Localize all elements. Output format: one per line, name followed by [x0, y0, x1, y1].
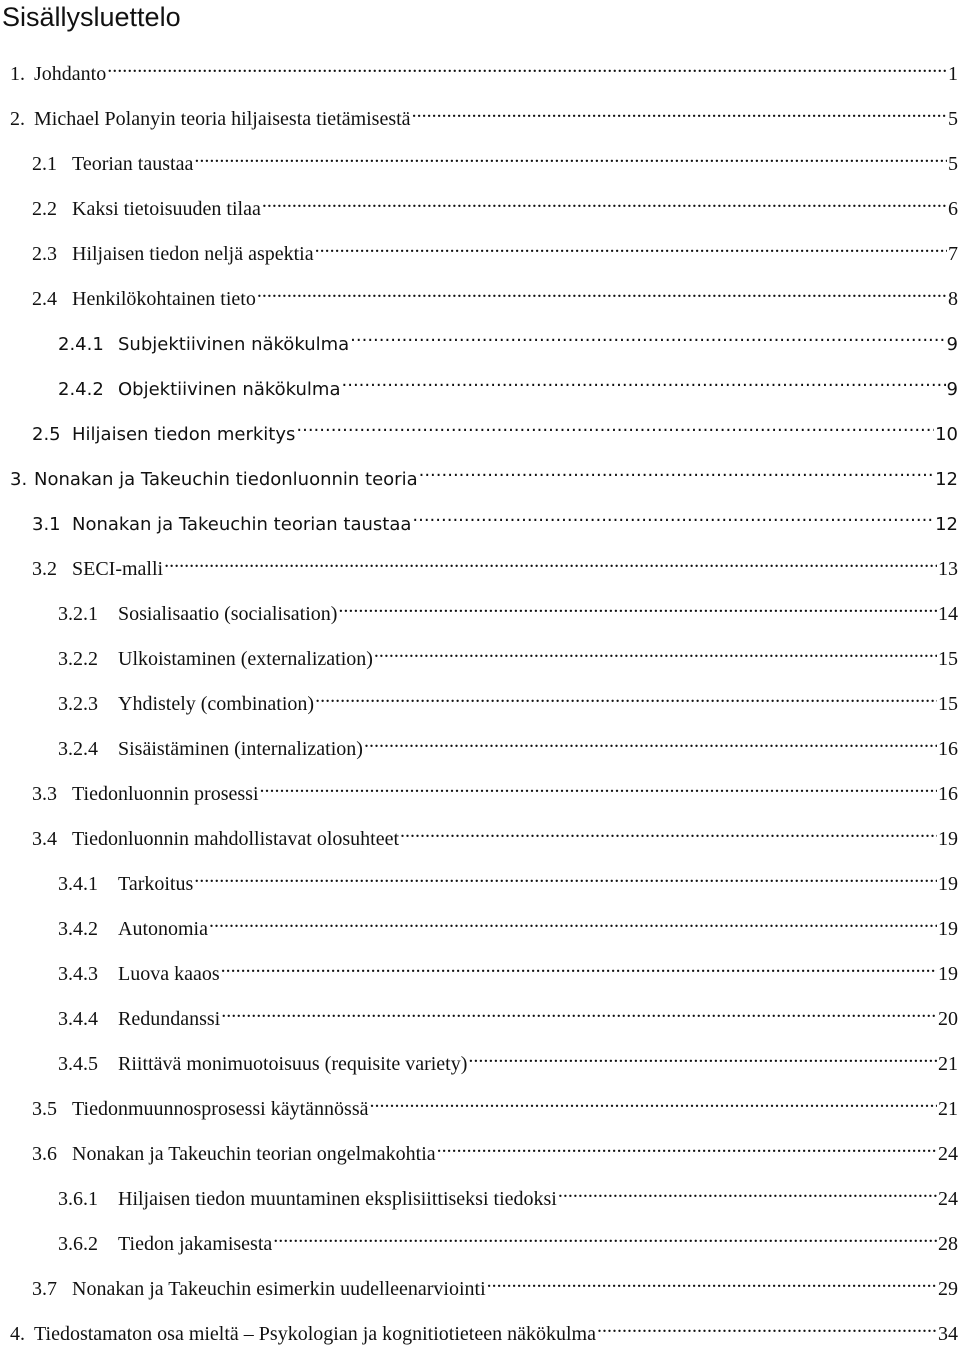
toc-entry-page: 12: [935, 514, 958, 535]
toc-entry[interactable]: [58, 1222, 958, 1255]
toc-entry-page: 1: [948, 63, 958, 85]
toc-entry-number: 3.5: [32, 1098, 57, 1120]
dot-leader: [364, 727, 937, 755]
toc-entry-page: 9: [946, 379, 958, 400]
toc-entry-number: 1.: [10, 63, 25, 85]
toc-entry[interactable]: [10, 52, 958, 85]
dot-leader: [194, 862, 937, 890]
toc-entry[interactable]: [58, 367, 958, 400]
toc-entry-page: 16: [938, 738, 958, 760]
toc-entry-title: Tiedonmuunnosprosessi käytännössä: [72, 1098, 369, 1120]
dot-leader: [107, 52, 947, 80]
toc-entry-page: 6: [948, 198, 958, 220]
dot-leader: [221, 997, 937, 1025]
dot-leader: [558, 1177, 937, 1205]
dot-leader: [369, 1087, 937, 1115]
toc-entry-number: 2.4: [32, 288, 57, 310]
toc-entry-number: 2.3: [32, 243, 57, 265]
toc-entry-title: Kaksi tietoisuuden tilaa: [72, 198, 261, 220]
toc-entry-page: 34: [938, 1323, 958, 1345]
toc-entry-title: Tiedon jakamisesta: [118, 1233, 273, 1255]
dot-leader: [412, 502, 934, 530]
toc-entry[interactable]: [32, 772, 958, 805]
toc-entry-title: Hiljaisen tiedon neljä aspektia: [72, 243, 314, 265]
page-title: Sisällysluettelo: [2, 2, 181, 32]
toc-entry-number: 3.3: [32, 783, 57, 805]
toc-entry-page: 10: [935, 424, 958, 445]
toc-entry-title: Autonomia: [118, 918, 208, 940]
toc-entry-title: Nonakan ja Takeuchin tiedonluonnin teoria: [34, 469, 418, 490]
toc-entry-number: 3.2.1: [58, 603, 98, 625]
toc-entry[interactable]: [58, 637, 958, 670]
dot-leader: [273, 1222, 937, 1250]
toc-entry-page: 15: [938, 648, 958, 670]
toc-entry-title: Hiljaisen tiedon merkitys: [72, 424, 296, 445]
toc-entry-number: 2.4.2: [58, 379, 104, 400]
toc-entry-number: 3.4.4: [58, 1008, 98, 1030]
toc-entry-page: 19: [938, 963, 958, 985]
toc-entry-page: 8: [948, 288, 958, 310]
dot-leader: [164, 547, 937, 575]
toc-entry[interactable]: [32, 1087, 958, 1120]
toc-entry-title: Yhdistely (combination): [118, 693, 315, 715]
toc-entry[interactable]: [58, 862, 958, 895]
toc-entry[interactable]: [10, 1312, 958, 1345]
toc-entry-title: Johdanto: [34, 63, 107, 85]
toc-entry-page: 13: [938, 558, 958, 580]
toc-entry[interactable]: [32, 187, 958, 220]
toc-entry-number: 3.4.5: [58, 1053, 98, 1075]
toc-entry-title: Nonakan ja Takeuchin esimerkin uudelleenarviointi: [72, 1278, 486, 1300]
toc-entry-number: 3.: [10, 469, 28, 490]
toc-entry-title: Sisäistäminen (internalization): [118, 738, 363, 760]
toc-entry-number: 4.: [10, 1323, 25, 1345]
toc-entry[interactable]: [58, 727, 958, 760]
toc-entry[interactable]: [58, 997, 958, 1030]
toc-entry-number: 3.2.2: [58, 648, 98, 670]
toc-entry[interactable]: [58, 592, 958, 625]
toc-entry-title: Teorian taustaa: [72, 153, 194, 175]
toc-entry[interactable]: [58, 952, 958, 985]
toc-entry-title: Redundanssi: [118, 1008, 221, 1030]
dot-leader: [260, 772, 937, 800]
toc-entry-page: 24: [938, 1143, 958, 1165]
toc-entry[interactable]: [58, 1042, 958, 1075]
toc-entry-title: Michael Polanyin teoria hiljaisesta tietämisestä: [34, 108, 411, 130]
toc-entry-page: 5: [948, 153, 958, 175]
toc-entry-number: 2.: [10, 108, 25, 130]
dot-leader: [597, 1312, 937, 1340]
toc-entry-number: 2.1: [32, 153, 57, 175]
toc-entry-page: 21: [938, 1053, 958, 1075]
toc-entry-number: 2.4.1: [58, 334, 104, 355]
toc-entry[interactable]: [32, 232, 958, 265]
toc-entry[interactable]: [32, 547, 958, 580]
toc-entry[interactable]: [58, 322, 958, 355]
toc-entry[interactable]: [58, 907, 958, 940]
toc-entry-number: 2.2: [32, 198, 57, 220]
toc-entry-title: Sosialisaatio (socialisation): [118, 603, 338, 625]
toc-entry-page: 9: [946, 334, 958, 355]
toc-entry-page: 28: [938, 1233, 958, 1255]
toc-entry-page: 20: [938, 1008, 958, 1030]
dot-leader: [342, 367, 946, 395]
toc-entry-page: 19: [938, 873, 958, 895]
toc-entry[interactable]: [32, 142, 958, 175]
toc-entry[interactable]: [58, 682, 958, 715]
toc-entry[interactable]: [32, 502, 958, 535]
toc-entry-page: 12: [935, 469, 958, 490]
dot-leader: [400, 817, 937, 845]
toc-entry-page: 5: [948, 108, 958, 130]
toc-entry[interactable]: [32, 1132, 958, 1165]
toc-entry[interactable]: [32, 817, 958, 850]
toc-entry-number: 3.2.4: [58, 738, 98, 760]
toc-entry-title: Nonakan ja Takeuchin teorian ongelmakohtia: [72, 1143, 436, 1165]
toc-entry-page: 15: [938, 693, 958, 715]
toc-entry-title: SECI-malli: [72, 558, 164, 580]
dot-leader: [487, 1267, 937, 1295]
toc-entry[interactable]: [32, 1267, 958, 1300]
dot-leader: [468, 1042, 937, 1070]
toc-entry[interactable]: [32, 277, 958, 310]
toc-entry-title: Tarkoitus: [118, 873, 194, 895]
dot-leader: [412, 97, 947, 125]
dot-leader: [315, 232, 947, 260]
toc-entry-title: Tiedonluonnin mahdollistavat olosuhteet: [72, 828, 400, 850]
dot-leader: [262, 187, 947, 215]
toc-entry[interactable]: [10, 457, 958, 490]
toc-entry-number: 3.6.1: [58, 1188, 98, 1210]
toc-entry-title: Hiljaisen tiedon muuntaminen eksplisiittiseksi tiedoksi: [118, 1188, 557, 1210]
toc-entry-page: 14: [938, 603, 958, 625]
toc-entry-number: 3.4: [32, 828, 57, 850]
toc-entry-title: Nonakan ja Takeuchin teorian taustaa: [72, 514, 412, 535]
dot-leader: [374, 637, 937, 665]
toc-entry-title: Luova kaaos: [118, 963, 220, 985]
dot-leader: [194, 142, 947, 170]
dot-leader: [221, 952, 937, 980]
toc-entry[interactable]: [58, 1177, 958, 1210]
toc-entry-title: Subjektiivinen näkökulma: [118, 334, 350, 355]
dot-leader: [296, 412, 934, 440]
dot-leader: [350, 322, 945, 350]
dot-leader: [315, 682, 937, 710]
toc-entry-page: 16: [938, 783, 958, 805]
toc-entry-page: 19: [938, 918, 958, 940]
toc-entry-number: 3.1: [32, 514, 61, 535]
toc-entry-title: Riittävä monimuotoisuus (requisite variety): [118, 1053, 468, 1075]
toc-entry-title: Ulkoistaminen (externalization): [118, 648, 373, 670]
toc-entry-number: 3.7: [32, 1278, 57, 1300]
toc-entry-number: 3.4.2: [58, 918, 98, 940]
toc-entry-number: 3.2: [32, 558, 57, 580]
dot-leader: [338, 592, 937, 620]
dot-leader: [437, 1132, 937, 1160]
toc-entry-number: 3.4.1: [58, 873, 98, 895]
toc-entry-title: Tiedostamaton osa mieltä – Psykologian ja kognitiotieteen näkökulma: [34, 1323, 596, 1345]
toc-entry-number: 3.6: [32, 1143, 57, 1165]
toc-entry-title: Henkilökohtainen tieto: [72, 288, 256, 310]
toc-entry-number: 3.6.2: [58, 1233, 98, 1255]
toc-entry[interactable]: [32, 412, 958, 445]
toc-entry-number: 3.2.3: [58, 693, 98, 715]
toc-entry-page: 29: [938, 1278, 958, 1300]
dot-leader: [209, 907, 937, 935]
toc-entry-page: 24: [938, 1188, 958, 1210]
toc-entry-title: Tiedonluonnin prosessi: [72, 783, 259, 805]
toc-entry-page: 19: [938, 828, 958, 850]
toc-entry-page: 21: [938, 1098, 958, 1120]
toc-entry-number: 3.4.3: [58, 963, 98, 985]
dot-leader: [257, 277, 947, 305]
toc-entry-page: 7: [948, 243, 958, 265]
toc-entry[interactable]: [10, 97, 958, 130]
dot-leader: [419, 457, 934, 485]
toc-entry-number: 2.5: [32, 424, 61, 445]
toc-entry-title: Objektiivinen näkökulma: [118, 379, 341, 400]
